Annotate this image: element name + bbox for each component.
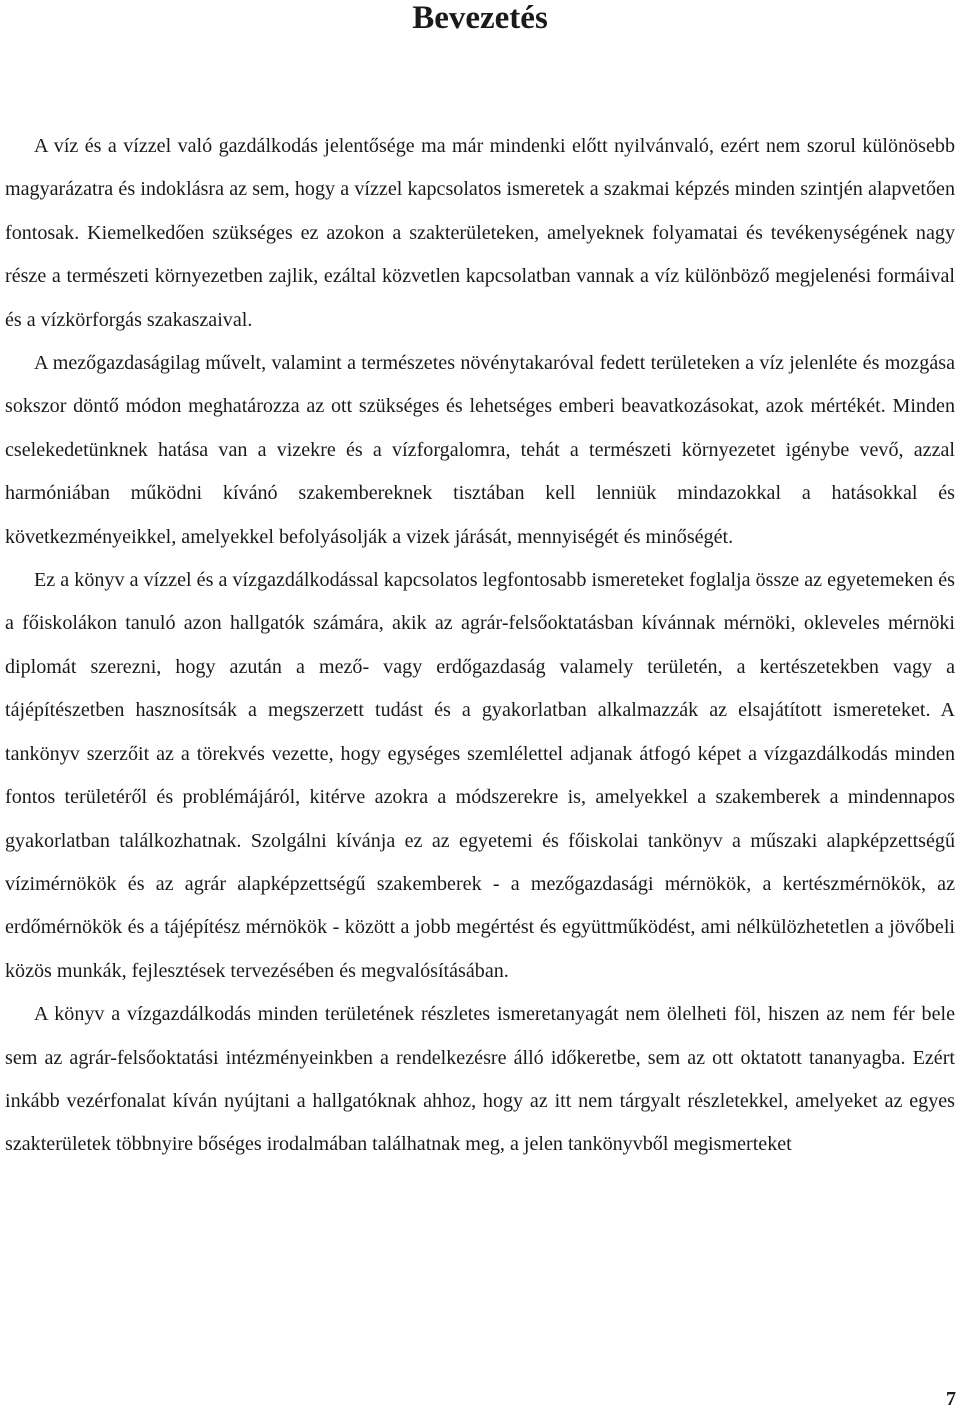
page-number: 7 <box>946 1388 956 1410</box>
paragraph-1: A víz és a vízzel való gazdálkodás jelentősége ma már mindenki előtt nyilvánvaló, ezért nem szorul különösebb magyarázatra és indoklásra az sem, hogy a vízzel kapcsolatos ismeretek a szakmai képzés minden szintjén alapvetően fontosak. Kiemelkedően szükséges ez azokon a szakterületeken, amelyeknek folyamatai és tevékenységének nagy része a természeti környezetben zajlik, ezáltal közvetlen kapcsolatban vannak a víz különböző megjelenési formáival és a vízkörforgás szakaszaival. <box>5 135 955 331</box>
page-title: Bevezetés <box>412 0 548 36</box>
paragraph-4: A könyv a vízgazdálkodás minden területének részletes ismeretanyagát nem ölelheti föl, hiszen az nem fér bele sem az agrár-felsőoktatási intézményeinkben a rendelkezésre álló időkeretbe, sem az ott oktatott tananyagba. Ezért inkább vezérfonalat kíván nyújtani a hallgatóknak ahhoz, hogy az itt nem tárgyalt részletekkel, amelyeket az egyes szakterületek többnyire bőséges irodalmában találhatnak meg, a jelen tankönyvből megismerteket <box>5 1003 955 1156</box>
document-body <box>5 125 955 1167</box>
paragraph-2: A mezőgazdaságilag művelt, valamint a természetes növénytakaróval fedett területeken a víz jelenléte és mozgása sokszor döntő módon meghatározza az ott szükséges és lehetséges emberi beavatkozásokat, azok mértékét. Minden cselekedetünknek hatása van a vizekre és a vízforgalomra, tehát a természeti környezetet igénybe vevő, azzal harmóniában működni kívánó szakembereknek tisztában kell lenniük mindazokkal a hatásokkal és következményeikkel, amelyekkel befolyásolják a vizek járását, mennyiségét és minőségét. <box>5 352 955 548</box>
paragraph-3: Ez a könyv a vízzel és a vízgazdálkodással kapcsolatos legfontosabb ismereteket foglalja össze az egyetemeken és a főiskolákon tanuló azon hallgatók számára, akik az agrár-felsőoktatásban kívánnak mérnöki, okleveles mérnöki diplomát szerezni, hogy azután a mező- vagy erdőgazdaság valamely területén, a kertészetekben vagy a tájépítészetben hasznosítsák a megszerzett tudást és a gyakorlatban alkalmazzák az elsajátított ismereteket. A tankönyv szerzőit az a törekvés vezette, hogy egységes szemlélettel adjanak átfogó képet a vízgazdálkodás minden fontos területéről és problémájáról, kitérve azokra a módszerekre is, amelyekkel a szakemberek a mindennapos gyakorlatban találkozhatnak. Szolgálni kívánja ez az egyetemi és főiskolai tankönyv a műszaki alapképzettségű vízimérnökök és az agrár alapképzettségű szakemberek - a mezőgazdasági mérnökök, a kertészmérnökök, az erdőmérnökök és a tájépítész mérnökök - között a jobb megértést és együttműködést, ami nélkülözhetetlen a jövőbeli közös munkák, fejlesztések tervezésében és megvalósításában. <box>5 569 955 982</box>
